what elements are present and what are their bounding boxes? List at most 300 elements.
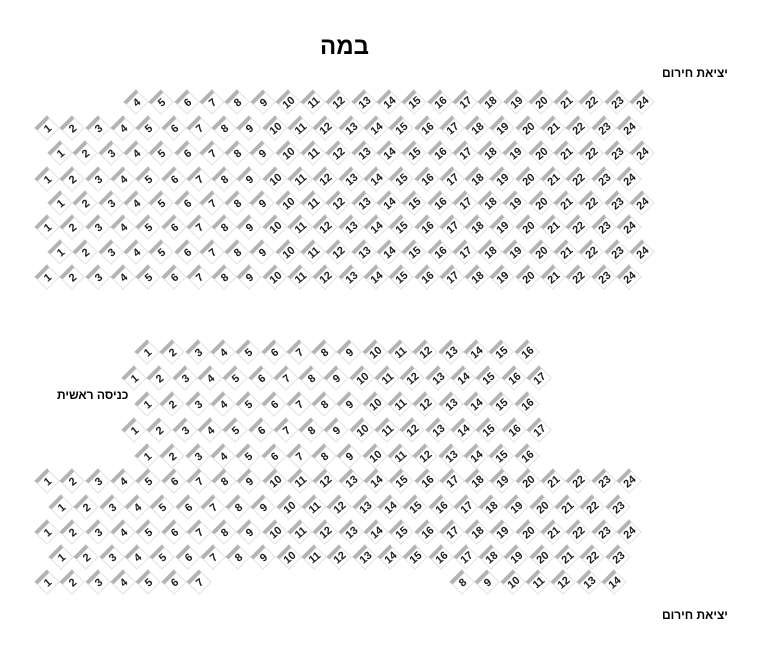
seat[interactable] <box>450 417 478 445</box>
seat[interactable] <box>453 494 481 522</box>
seat[interactable] <box>224 140 252 168</box>
seat[interactable] <box>452 140 480 168</box>
seat[interactable] <box>579 544 607 572</box>
seat[interactable] <box>464 115 492 143</box>
seat[interactable] <box>236 115 264 143</box>
seat[interactable] <box>336 339 364 367</box>
seat[interactable] <box>186 264 214 292</box>
seat[interactable] <box>352 544 380 572</box>
seat[interactable] <box>47 140 75 168</box>
seat[interactable] <box>135 115 163 143</box>
seat[interactable] <box>412 339 440 367</box>
seat[interactable] <box>72 239 100 267</box>
seat[interactable] <box>134 443 162 471</box>
seat[interactable] <box>591 115 619 143</box>
seat[interactable] <box>300 239 328 267</box>
seat[interactable] <box>503 494 531 522</box>
seat[interactable] <box>312 115 340 143</box>
seat[interactable] <box>489 115 517 143</box>
seat[interactable] <box>250 89 278 117</box>
seat[interactable] <box>452 89 480 117</box>
seat[interactable] <box>363 214 391 242</box>
seat[interactable] <box>149 544 177 572</box>
seat[interactable] <box>235 391 263 419</box>
seat[interactable] <box>325 239 353 267</box>
seat[interactable] <box>604 140 632 168</box>
seat[interactable] <box>604 239 632 267</box>
seat[interactable] <box>362 339 390 367</box>
seat[interactable] <box>197 417 225 445</box>
seat[interactable] <box>401 89 429 117</box>
seat[interactable] <box>47 239 75 267</box>
seat[interactable] <box>540 519 568 547</box>
seat[interactable] <box>387 339 415 367</box>
seat[interactable] <box>262 468 290 496</box>
seat[interactable] <box>515 468 543 496</box>
seat[interactable] <box>578 239 606 267</box>
seat[interactable] <box>210 339 238 367</box>
seat[interactable] <box>59 519 87 547</box>
seat[interactable] <box>186 468 214 496</box>
seat[interactable] <box>412 391 440 419</box>
seat[interactable] <box>185 391 213 419</box>
seat[interactable] <box>199 239 227 267</box>
seat[interactable] <box>161 519 189 547</box>
seat[interactable] <box>488 391 516 419</box>
seat[interactable] <box>489 214 517 242</box>
seat[interactable] <box>312 519 340 547</box>
seat[interactable] <box>489 264 517 292</box>
seat[interactable] <box>412 443 440 471</box>
seat[interactable] <box>248 417 276 445</box>
seat[interactable] <box>540 214 568 242</box>
seat[interactable] <box>275 89 303 117</box>
seat[interactable] <box>540 115 568 143</box>
seat[interactable] <box>336 443 364 471</box>
seat[interactable] <box>489 519 517 547</box>
seat[interactable] <box>59 468 87 496</box>
seat[interactable] <box>59 115 87 143</box>
seat[interactable] <box>475 417 503 445</box>
seat[interactable] <box>526 417 554 445</box>
seat[interactable] <box>161 264 189 292</box>
seat[interactable] <box>98 140 126 168</box>
seat[interactable] <box>301 494 329 522</box>
seat[interactable] <box>500 569 528 597</box>
seat[interactable] <box>629 140 657 168</box>
seat[interactable] <box>452 239 480 267</box>
seat[interactable] <box>351 140 379 168</box>
seat[interactable] <box>463 443 491 471</box>
seat[interactable] <box>222 417 250 445</box>
seat[interactable] <box>414 264 442 292</box>
seat[interactable] <box>275 140 303 168</box>
seat[interactable] <box>185 339 213 367</box>
seat[interactable] <box>175 544 203 572</box>
seat[interactable] <box>464 519 492 547</box>
seat[interactable] <box>515 115 543 143</box>
seat[interactable] <box>565 264 593 292</box>
seat[interactable] <box>427 239 455 267</box>
seat[interactable] <box>186 569 214 597</box>
seat[interactable] <box>488 443 516 471</box>
seat[interactable] <box>439 214 467 242</box>
seat[interactable] <box>376 140 404 168</box>
seat[interactable] <box>515 264 543 292</box>
seat[interactable] <box>248 365 276 393</box>
seat[interactable] <box>515 214 543 242</box>
seat[interactable] <box>85 519 113 547</box>
seat[interactable] <box>629 239 657 267</box>
seat[interactable] <box>388 115 416 143</box>
seat[interactable] <box>401 239 429 267</box>
seat[interactable] <box>161 115 189 143</box>
seat[interactable] <box>275 239 303 267</box>
seat[interactable] <box>363 115 391 143</box>
seat[interactable] <box>135 519 163 547</box>
seat[interactable] <box>399 365 427 393</box>
seat[interactable] <box>503 89 531 117</box>
seat[interactable] <box>110 569 138 597</box>
seat[interactable] <box>211 519 239 547</box>
seat[interactable] <box>250 544 278 572</box>
seat[interactable] <box>287 264 315 292</box>
seat[interactable] <box>210 391 238 419</box>
seat[interactable] <box>34 468 62 496</box>
seat[interactable] <box>110 115 138 143</box>
seat[interactable] <box>262 214 290 242</box>
seat[interactable] <box>273 417 301 445</box>
seat[interactable] <box>123 89 151 117</box>
seat[interactable] <box>261 339 289 367</box>
seat[interactable] <box>438 339 466 367</box>
seat[interactable] <box>236 214 264 242</box>
seat[interactable] <box>286 391 314 419</box>
seat[interactable] <box>515 519 543 547</box>
seat[interactable] <box>210 443 238 471</box>
seat[interactable] <box>235 339 263 367</box>
seat[interactable] <box>616 214 644 242</box>
seat[interactable] <box>449 569 477 597</box>
seat[interactable] <box>374 417 402 445</box>
seat[interactable] <box>211 115 239 143</box>
seat[interactable] <box>287 519 315 547</box>
seat[interactable] <box>34 519 62 547</box>
seat[interactable] <box>338 264 366 292</box>
seat[interactable] <box>325 140 353 168</box>
seat[interactable] <box>453 544 481 572</box>
seat[interactable] <box>134 391 162 419</box>
seat[interactable] <box>578 140 606 168</box>
seat[interactable] <box>438 443 466 471</box>
seat[interactable] <box>514 339 542 367</box>
seat[interactable] <box>387 391 415 419</box>
seat[interactable] <box>134 339 162 367</box>
seat[interactable] <box>148 140 176 168</box>
seat[interactable] <box>59 264 87 292</box>
seat[interactable] <box>172 417 200 445</box>
seat[interactable] <box>525 569 553 597</box>
seat[interactable] <box>262 519 290 547</box>
seat[interactable] <box>85 115 113 143</box>
seat[interactable] <box>73 494 101 522</box>
seat[interactable] <box>225 494 253 522</box>
seat[interactable] <box>250 494 278 522</box>
seat[interactable] <box>186 214 214 242</box>
seat[interactable] <box>604 89 632 117</box>
seat[interactable] <box>323 365 351 393</box>
seat[interactable] <box>439 468 467 496</box>
seat[interactable] <box>349 365 377 393</box>
seat[interactable] <box>224 89 252 117</box>
seat[interactable] <box>121 417 149 445</box>
seat[interactable] <box>352 494 380 522</box>
seat[interactable] <box>325 89 353 117</box>
seat[interactable] <box>351 239 379 267</box>
seat[interactable] <box>199 140 227 168</box>
seat[interactable] <box>286 443 314 471</box>
seat[interactable] <box>565 115 593 143</box>
seat[interactable] <box>135 214 163 242</box>
seat[interactable] <box>172 365 200 393</box>
seat[interactable] <box>388 468 416 496</box>
seat[interactable] <box>59 214 87 242</box>
seat[interactable] <box>72 140 100 168</box>
seat[interactable] <box>286 339 314 367</box>
seat[interactable] <box>601 569 629 597</box>
seat[interactable] <box>312 214 340 242</box>
seat[interactable] <box>503 544 531 572</box>
seat[interactable] <box>591 468 619 496</box>
seat[interactable] <box>222 365 250 393</box>
seat[interactable] <box>553 89 581 117</box>
seat[interactable] <box>377 544 405 572</box>
seat[interactable] <box>211 468 239 496</box>
seat[interactable] <box>146 365 174 393</box>
seat[interactable] <box>135 569 163 597</box>
seat[interactable] <box>174 89 202 117</box>
seat[interactable] <box>99 494 127 522</box>
seat[interactable] <box>262 264 290 292</box>
seat[interactable] <box>616 264 644 292</box>
seat[interactable] <box>34 214 62 242</box>
seat[interactable] <box>123 239 151 267</box>
seat[interactable] <box>161 468 189 496</box>
seat[interactable] <box>402 544 430 572</box>
seat[interactable] <box>351 89 379 117</box>
seat[interactable] <box>298 365 326 393</box>
seat[interactable] <box>489 468 517 496</box>
seat[interactable] <box>135 264 163 292</box>
seat[interactable] <box>161 214 189 242</box>
seat[interactable] <box>578 89 606 117</box>
seat[interactable] <box>249 140 277 168</box>
seat[interactable] <box>124 544 152 572</box>
seat[interactable] <box>528 89 556 117</box>
seat[interactable] <box>273 365 301 393</box>
seat[interactable] <box>402 494 430 522</box>
seat[interactable] <box>528 239 556 267</box>
seat[interactable] <box>174 140 202 168</box>
seat[interactable] <box>554 494 582 522</box>
seat[interactable] <box>388 214 416 242</box>
seat[interactable] <box>576 569 604 597</box>
seat[interactable] <box>338 519 366 547</box>
seat[interactable] <box>85 214 113 242</box>
seat[interactable] <box>261 391 289 419</box>
seat[interactable] <box>287 115 315 143</box>
seat[interactable] <box>565 468 593 496</box>
seat[interactable] <box>387 443 415 471</box>
seat[interactable] <box>414 214 442 242</box>
seat[interactable] <box>502 140 530 168</box>
seat[interactable] <box>616 468 644 496</box>
seat[interactable] <box>159 339 187 367</box>
seat[interactable] <box>59 569 87 597</box>
seat[interactable] <box>326 544 354 572</box>
seat[interactable] <box>312 264 340 292</box>
seat[interactable] <box>629 89 657 117</box>
seat[interactable] <box>591 214 619 242</box>
seat[interactable] <box>478 494 506 522</box>
seat[interactable] <box>579 494 607 522</box>
seat[interactable] <box>529 544 557 572</box>
seat[interactable] <box>135 468 163 496</box>
seat[interactable] <box>550 569 578 597</box>
seat[interactable] <box>540 468 568 496</box>
seat[interactable] <box>34 569 62 597</box>
seat[interactable] <box>428 494 456 522</box>
seat[interactable] <box>85 264 113 292</box>
seat[interactable] <box>401 140 429 168</box>
seat[interactable] <box>98 239 126 267</box>
seat[interactable] <box>211 264 239 292</box>
seat[interactable] <box>161 569 189 597</box>
seat[interactable] <box>438 391 466 419</box>
seat[interactable] <box>474 569 502 597</box>
seat[interactable] <box>159 443 187 471</box>
seat[interactable] <box>336 391 364 419</box>
seat[interactable] <box>399 417 427 445</box>
seat[interactable] <box>374 365 402 393</box>
seat[interactable] <box>565 214 593 242</box>
seat[interactable] <box>298 417 326 445</box>
seat[interactable] <box>463 339 491 367</box>
seat[interactable] <box>338 468 366 496</box>
seat[interactable] <box>211 214 239 242</box>
seat[interactable] <box>110 214 138 242</box>
seat[interactable] <box>200 494 228 522</box>
seat[interactable] <box>236 264 264 292</box>
seat[interactable] <box>377 494 405 522</box>
seat[interactable] <box>388 519 416 547</box>
seat[interactable] <box>276 544 304 572</box>
seat[interactable] <box>287 468 315 496</box>
seat[interactable] <box>34 115 62 143</box>
seat[interactable] <box>414 115 442 143</box>
seat[interactable] <box>225 544 253 572</box>
seat[interactable] <box>464 214 492 242</box>
seat[interactable] <box>605 544 633 572</box>
seat[interactable] <box>514 391 542 419</box>
seat[interactable] <box>287 214 315 242</box>
seat[interactable] <box>388 264 416 292</box>
seat[interactable] <box>224 239 252 267</box>
seat[interactable] <box>554 544 582 572</box>
seat[interactable] <box>439 264 467 292</box>
seat[interactable] <box>450 365 478 393</box>
seat[interactable] <box>427 89 455 117</box>
seat[interactable] <box>311 391 339 419</box>
seat[interactable] <box>616 115 644 143</box>
seat[interactable] <box>565 519 593 547</box>
seat[interactable] <box>362 391 390 419</box>
seat[interactable] <box>553 239 581 267</box>
seat[interactable] <box>540 264 568 292</box>
seat[interactable] <box>616 519 644 547</box>
seat[interactable] <box>338 115 366 143</box>
seat[interactable] <box>110 519 138 547</box>
seat[interactable] <box>34 264 62 292</box>
seat[interactable] <box>376 89 404 117</box>
seat[interactable] <box>323 417 351 445</box>
seat[interactable] <box>477 89 505 117</box>
seat[interactable] <box>376 239 404 267</box>
seat[interactable] <box>312 468 340 496</box>
seat[interactable] <box>526 365 554 393</box>
seat[interactable] <box>300 89 328 117</box>
seat[interactable] <box>236 519 264 547</box>
seat[interactable] <box>235 443 263 471</box>
seat[interactable] <box>48 544 76 572</box>
seat[interactable] <box>175 494 203 522</box>
seat[interactable] <box>159 391 187 419</box>
seat[interactable] <box>148 239 176 267</box>
seat[interactable] <box>123 140 151 168</box>
seat[interactable] <box>121 365 149 393</box>
seat[interactable] <box>301 544 329 572</box>
seat[interactable] <box>362 443 390 471</box>
seat[interactable] <box>425 365 453 393</box>
seat[interactable] <box>427 140 455 168</box>
seat[interactable] <box>236 468 264 496</box>
seat[interactable] <box>199 89 227 117</box>
seat[interactable] <box>363 519 391 547</box>
seat[interactable] <box>197 365 225 393</box>
seat[interactable] <box>149 494 177 522</box>
seat[interactable] <box>363 264 391 292</box>
seat[interactable] <box>85 569 113 597</box>
seat[interactable] <box>311 339 339 367</box>
seat[interactable] <box>363 468 391 496</box>
seat[interactable] <box>425 417 453 445</box>
seat[interactable] <box>174 239 202 267</box>
seat[interactable] <box>591 264 619 292</box>
seat[interactable] <box>300 140 328 168</box>
seat[interactable] <box>262 115 290 143</box>
seat[interactable] <box>463 391 491 419</box>
seat[interactable] <box>48 494 76 522</box>
seat[interactable] <box>488 339 516 367</box>
seat[interactable] <box>428 544 456 572</box>
seat[interactable] <box>553 140 581 168</box>
seat[interactable] <box>591 519 619 547</box>
seat[interactable] <box>99 544 127 572</box>
seat[interactable] <box>200 544 228 572</box>
seat[interactable] <box>186 115 214 143</box>
seat[interactable] <box>475 365 503 393</box>
seat[interactable] <box>110 264 138 292</box>
